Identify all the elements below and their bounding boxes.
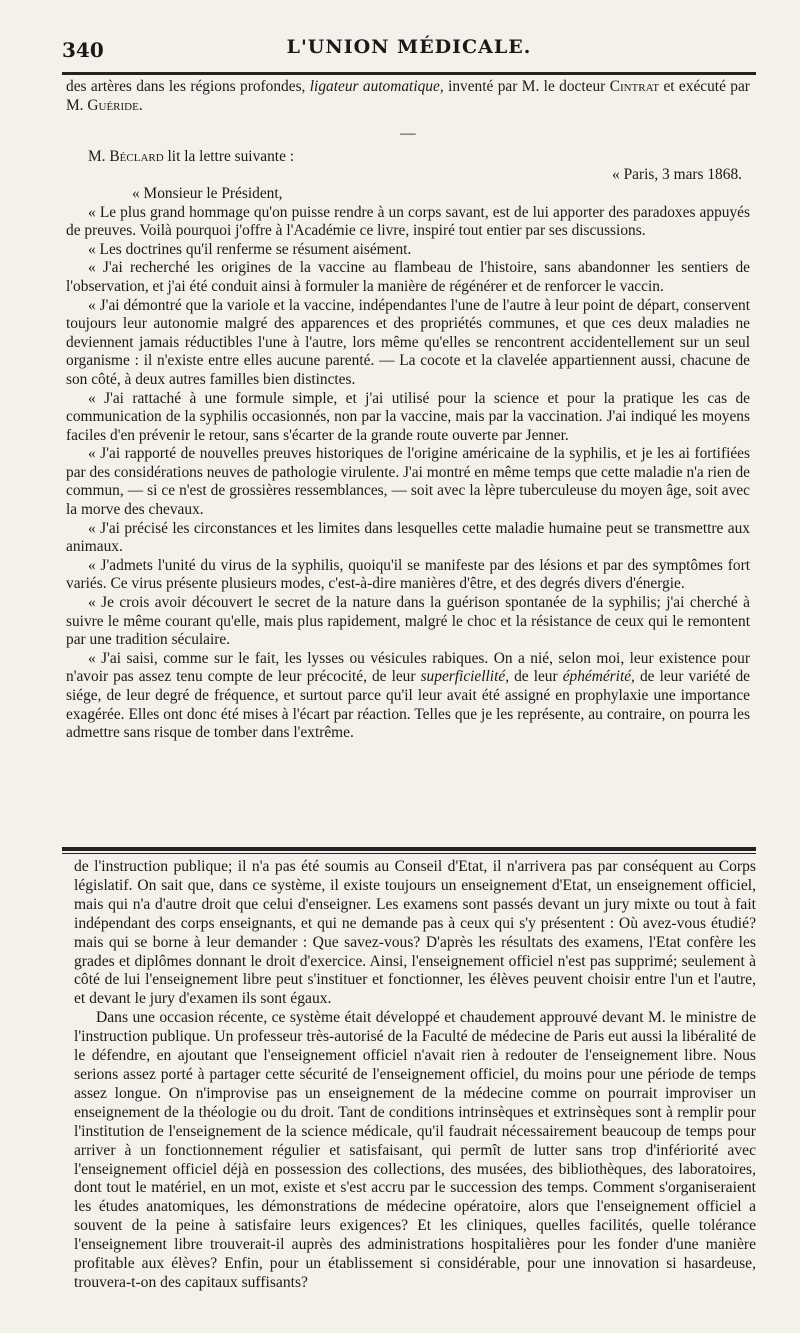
academy-report-section (66, 78, 750, 743)
section-divider-rule-thin (62, 853, 756, 854)
intro-text-2: inventé par M. le docteur (448, 78, 606, 95)
maker-name: Guéride. (87, 96, 143, 114)
speaker-name: Béclard (109, 147, 164, 165)
letter-paragraph-last (66, 650, 750, 743)
letter-paragraph: « Les doctrines qu'il renferme se résument aisément. (88, 240, 412, 258)
feuilleton-section (74, 858, 756, 1293)
intro-text-1: des artères dans les régions profondes, (66, 78, 306, 95)
letter-paragraph: « J'admets l'unité du virus de la syphilis, quoiqu'il se manifeste par des lésions et par des symptômes fort variés. Ce virus présente plusieurs modes, c'est-à-dire manières d'être, et des degrés divers d'énergie. (66, 556, 750, 593)
letter-paragraph: « Je crois avoir découvert le secret de la nature dans la guérison spontanée de la syphilis; j'ai cherché à suivre le même courant qu'elle, mais plus rapidement, malgré le choc et la résistance de ceux qui le remontent par une tradition séculaire. (66, 594, 750, 649)
header-rule (62, 72, 756, 75)
section-divider-rule (62, 847, 756, 851)
speaker-text: lit la lettre suivante : (167, 147, 295, 165)
letter-paragraph: « J'ai précisé les circonstances et les limites dans lesquelles cette maladie humaine peut se transmettre aux animaux. (66, 519, 750, 556)
last-para-italic-1: superficiellité, (420, 668, 510, 686)
last-para-text-a: « J'ai saisi, comme sur le fait, les lysses ou vésicules rabiques. On a nié, selon moi, leur existence pour n'avoir pas assez tenu compte de leur précocité, de leur (66, 649, 750, 686)
speaker-line (66, 148, 750, 167)
intro-text-3: et exécuté par M. (66, 78, 750, 114)
intro-italic-term: ligateur automatique, (309, 78, 444, 95)
last-para-text-c: de leur variété de siége, de leur degré de fréquence, et surtout parce qu'il leur avait été assigné en prophylaxie une importance exagérée. Elles ont donc été mises à l'écart par réaction. Telles que je les représente, au contraire, on pourra les admettre sans risque de tomber dans l'extrême. (66, 668, 750, 742)
feuilleton-paragraph: de l'instruction publique; il n'a pas été soumis au Conseil d'Etat, il n'arrivera pas par conséquent au Corps législatif. On sait que, dans ce système, il existe toujours un enseignement d'Etat, un enseignement officiel, mais qui n'a d'autre droit que celui d'enseigner. Les examens sont passés devant un jury mixte ou tout à fait indépendant des corps enseignants, et qui ne demande pas à ceux qui s'y présentent : Où avez-vous étudié? mais qui se borne à leur demander : Que savez-vous? D'après les résultats des examens, l'Etat confère les grades et diplômes donnant le droit d'exercice. Ainsi, l'enseignement officiel n'est pas supprimé; seulement à côté de lui l'enseignement libre peut s'instituer et fonctionner, les élèves peuvent choisir entre l'un et l'autre, et devant le jury d'examen ils sont égaux. (74, 858, 756, 1008)
page-number: 340 (62, 38, 104, 62)
letter-paragraph: « Le plus grand hommage qu'on puisse rendre à un corps savant, est de lui apporter des paradoxes appuyés de preuves. Voilà pourquoi j'offre à l'Académie ce livre, inspiré tout entier par ses discussions. (66, 203, 750, 240)
inventor-name: Cintrat (609, 78, 660, 95)
letter-salutation: « Monsieur le Président, (132, 184, 283, 202)
running-title: L'UNION MÉDICALE. (286, 36, 532, 58)
letter-paragraph: « J'ai rapporté de nouvelles preuves historiques de l'origine américaine de la syphilis, et je les ai fortifiées par des considérations neuves de pathologie virulente. J'ai montré en même temps que cette maladie n'a rien de commun, — si ce n'est de grossières ressemblances, — soit avec la lèpre tuberculeuse du moyen âge, soit avec la morve des chevaux. (66, 445, 750, 519)
last-para-text-b: de leur (514, 668, 558, 686)
feuilleton-paragraph: Dans une occasion récente, ce système était développé et chaudement approuvé devant M. le ministre de l'instruction publique. Un professeur très-autorisé de la Faculté de médecine de Paris eut aussi la libéralité de le défendre, en ajoutant que l'enseignement officiel n'avait rien à redouter de l'enseignement libre. Nous serions assez porté à partager cette sécurité de l'enseignement officiel, du moins pour une période de temps assez longue. On n'improvise pas un enseignement de la médecine comme on pourrait improviser un enseignement de la théologie ou du droit. Tant de conditions intrinsèques et extrinsèques sont à remplir pour l'institution de l'enseignement de la science médicale, qu'il faudrait nécessairement beaucoup de temps pour arriver à un fonctionnement régulier et satisfaisant, qui permît de lutter sans trop d'infériorité avec l'enseignement officiel déjà en possession des collections, des musées, des bibliothèques, des laboratoires, dont tout le matériel, en un mot, existe et s'est accru par le succession des temps. Comment s'organiseraient les études anatomiques, les démonstrations de médecine opératoire, alors que l'enseignement officiel a souvent de la peine à satisfaire leurs exigences? Et les cliniques, quelles facilités, quelle tolérance l'enseignement libre trouverait-il auprès des administrations hospitalières pour les fonder d'une manière profitable aux élèves? Enfin, pour un établissement si considérable, pour une innovation si hasardeuse, trouvera-t-on des capitaux suffisants? (74, 1009, 756, 1291)
page-header (62, 34, 756, 64)
speaker-prefix: M. (88, 147, 106, 165)
letter-date: « Paris, 3 mars 1868. (612, 166, 742, 184)
intro-paragraph (66, 78, 750, 115)
letter-paragraph: « J'ai rattaché à une formule simple, et j'ai utilisé pour la science et pour la pratique les cas de communication de la syphilis occasionnés, non par la vaccine, mais par la vaccination. J'ai indiqué les moyens faciles d'en prévenir le retour, sans s'écarter de la grande route ouverte par Jenner. (66, 389, 750, 444)
section-dash: — (400, 125, 416, 143)
letter-paragraph: « J'ai démontré que la variole et la vaccine, indépendantes l'une de l'autre à leur point de départ, conservent toujours leur autonomie malgré des apparences et des propriétés communes, et que ces deux maladies ne deviennent jamais réductibles l'une à l'autre, lors même qu'elles se rencontrent accidentellement sur un seul organisme : il n'existe entre elles aucune parenté. — La cocote et la clavelée appartiennent aussi, chacune de son côté, à deux autres familles bien distinctes. (66, 296, 750, 388)
letter-paragraph: « J'ai recherché les origines de la vaccine au flambeau de l'histoire, sans abandonner les sentiers de l'observation, et j'ai été conduit ainsi à formuler la manière de régénérer et de renforcer le vaccin. (66, 259, 750, 295)
last-para-italic-2: éphémérité, (562, 668, 635, 686)
